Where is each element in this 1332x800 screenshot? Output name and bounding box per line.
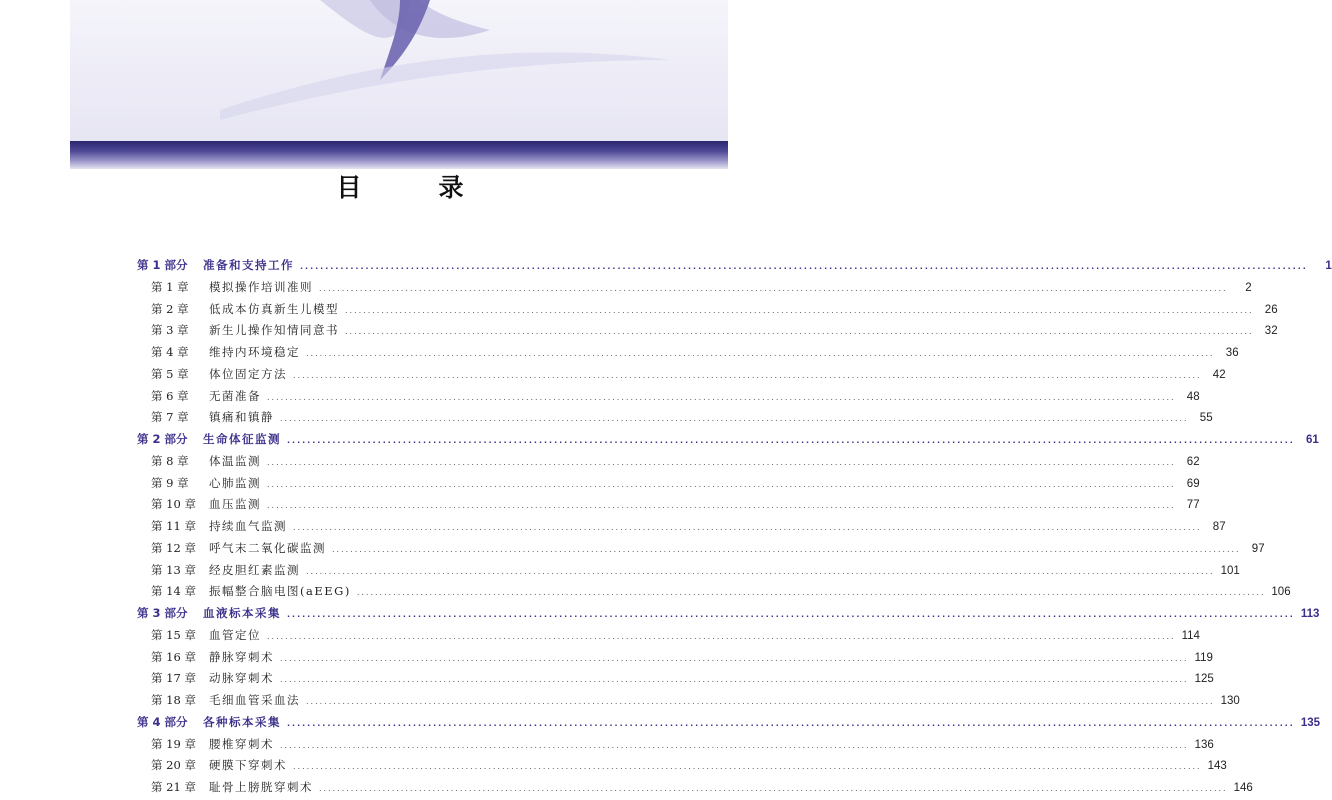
toc-chapter-row[interactable]: [137, 451, 1200, 473]
toc-leader-dots: ........................................................................................................................................................................................................: [267, 631, 1176, 641]
toc-page-number: 135: [1300, 716, 1320, 729]
toc-chapter-row[interactable]: [137, 473, 1200, 495]
toc-leader-dots: ........................................................................................................................................................................................................: [267, 392, 1176, 402]
toc-entry-title: 硬膜下穿刺术: [209, 758, 287, 773]
toc-page-number: 101: [1220, 564, 1240, 577]
toc-entry-title: 毛细血管采血法: [209, 693, 300, 707]
toc-leader-dots: ........................................................................................................................................................................................................: [356, 588, 1266, 598]
toc-chapter-row[interactable]: [137, 364, 1226, 386]
toc-entry-number: 第 1 部分: [137, 258, 188, 272]
toc-page-number: 61: [1306, 434, 1319, 446]
toc-entry-number: 第 16 章: [151, 649, 196, 664]
toc-leader-dots: ........................................................................................................................................................................................................: [319, 784, 1228, 793]
header-band: [70, 141, 728, 169]
toc-entry-number: 第 2 部分: [137, 432, 188, 446]
toc-page-number: 77: [1186, 499, 1200, 512]
toc-entry-title: 动脉穿刺术: [209, 671, 274, 686]
toc-leader-dots: ........................................................................................................................................................................................................: [293, 370, 1202, 380]
toc-page-number: 2: [1245, 281, 1252, 294]
toc-entry-title: 体位固定方法: [209, 366, 287, 381]
toc-page-number: 143: [1207, 760, 1227, 773]
toc-leader-dots: ........................................................................................................................................................................................................: [267, 479, 1176, 489]
toc-page-number: 106: [1271, 586, 1291, 599]
toc-entry-number: 第 6 章: [151, 388, 189, 403]
toc-leader-dots: ........................................................................................................................................................................................................: [306, 697, 1215, 706]
toc-entry-title: 体温监测: [209, 453, 261, 468]
toc-page-number: 136: [1194, 738, 1214, 751]
toc-leader-dots: ........................................................................................................................................................................................................: [280, 675, 1189, 685]
toc-entry-number: 第 13 章: [151, 562, 196, 577]
toc-entry-title: 新生儿操作知情同意书: [209, 323, 339, 338]
toc-entry-number: 第 9 章: [151, 475, 189, 490]
toc-chapter-row[interactable]: [137, 320, 1278, 342]
toc-part-row[interactable]: [137, 712, 1320, 734]
toc-entry-title: 各种标本采集: [203, 714, 281, 729]
toc-chapter-row[interactable]: [137, 734, 1214, 756]
toc-entry-number: 第 3 部分: [137, 606, 188, 620]
toc-entry-title: 血压监测: [209, 497, 261, 512]
toc-entry-number: 第 1 章: [151, 279, 189, 294]
toc-leader-dots: ........................................................................................................................................................................................................: [267, 501, 1176, 511]
toc-entry-title: 低成本仿真新生儿模型: [209, 301, 339, 316]
toc-entry-number: 第 10 章: [151, 497, 196, 512]
toc-page-number: 55: [1199, 412, 1213, 425]
toc-chapter-row[interactable]: [137, 299, 1278, 321]
table-of-contents: [137, 255, 1332, 799]
toc-entry-title: 生命体征监测: [203, 432, 281, 446]
toc-entry-title: 耻骨上膀胱穿刺术: [209, 780, 313, 794]
toc-page-number: 48: [1186, 390, 1200, 403]
toc-leader-dots: ........................................................................................................................................................................................................: [280, 653, 1189, 663]
toc-entry-title: 腰椎穿刺术: [209, 736, 274, 751]
toc-entry-number: 第 12 章: [151, 540, 196, 555]
toc-page-number: 62: [1186, 455, 1200, 468]
toc-entry-title: 准备和支持工作: [203, 258, 294, 272]
toc-entry-title: 血管定位: [209, 627, 261, 642]
toc-entry-title: 镇痛和镇静: [209, 410, 274, 425]
toc-chapter-row[interactable]: [137, 625, 1200, 647]
toc-leader-dots: ........................................................................................................................................................................................................: [267, 457, 1176, 467]
toc-page-number: 125: [1194, 673, 1214, 686]
toc-page-number: 114: [1181, 629, 1200, 642]
toc-entry-title: 血液标本采集: [203, 606, 281, 620]
toc-chapter-row[interactable]: [137, 516, 1226, 538]
toc-page-number: 36: [1225, 347, 1239, 359]
toc-leader-dots: ........................................................................................................................................................................................................: [300, 262, 1308, 271]
toc-entry-number: 第 5 章: [151, 366, 189, 381]
toc-leader-dots: ........................................................................................................................................................................................................: [319, 283, 1228, 293]
toc-leader-dots: ........................................................................................................................................................................................................: [306, 566, 1215, 576]
toc-page-number: 97: [1251, 542, 1265, 555]
toc-chapter-row[interactable]: [137, 386, 1200, 408]
page-title: 目 录: [336, 173, 490, 202]
toc-entry-number: 第 18 章: [151, 693, 196, 707]
toc-entry-title: 静脉穿刺术: [209, 649, 274, 664]
toc-leader-dots: ........................................................................................................................................................................................................: [345, 327, 1254, 337]
toc-entry-number: 第 21 章: [151, 780, 196, 794]
toc-entry-number: 第 4 章: [151, 345, 189, 359]
toc-page-number: 42: [1212, 368, 1226, 381]
toc-entry-number: 第 8 章: [151, 453, 189, 468]
toc-leader-dots: ........................................................................................................................................................................................................: [332, 544, 1241, 554]
toc-leader-dots: ........................................................................................................................................................................................................: [280, 740, 1189, 750]
toc-chapter-row[interactable]: [137, 581, 1291, 603]
toc-entry-number: 第 7 章: [151, 410, 189, 425]
toc-chapter-row[interactable]: [137, 690, 1240, 712]
toc-leader-dots: ........................................................................................................................................................................................................: [280, 414, 1189, 424]
toc-chapter-row[interactable]: [137, 407, 1213, 429]
header-banner: [70, 0, 728, 142]
toc-chapter-row[interactable]: [137, 560, 1240, 582]
toc-entry-title: 维持内环境稳定: [209, 345, 300, 359]
toc-leader-dots: ........................................................................................................................................................................................................: [287, 436, 1295, 445]
toc-entry-number: 第 19 章: [151, 736, 196, 751]
toc-entry-number: 第 17 章: [151, 671, 196, 686]
toc-chapter-row[interactable]: [137, 538, 1265, 560]
toc-part-row[interactable]: [137, 429, 1319, 451]
toc-entry-title: 经皮胆红素监测: [209, 562, 300, 577]
toc-entry-number: 第 3 章: [151, 323, 189, 338]
toc-leader-dots: ........................................................................................................................................................................................................: [293, 762, 1202, 772]
toc-leader-dots: ........................................................................................................................................................................................................: [306, 349, 1215, 358]
toc-chapter-row[interactable]: [137, 647, 1213, 669]
toc-page-number: 146: [1233, 782, 1253, 794]
toc-chapter-row[interactable]: [137, 277, 1252, 299]
toc-page-number: 119: [1194, 651, 1213, 664]
toc-page-number: 1: [1325, 260, 1332, 272]
toc-page-number: 69: [1186, 477, 1200, 490]
toc-chapter-row[interactable]: [137, 668, 1214, 690]
toc-page-number: 26: [1264, 303, 1278, 316]
toc-page-number: 113: [1300, 608, 1320, 620]
toc-entry-number: 第 11 章: [151, 519, 196, 533]
toc-entry-number: 第 15 章: [151, 627, 196, 642]
toc-page-number: 130: [1220, 695, 1240, 707]
toc-leader-dots: ........................................................................................................................................................................................................: [287, 718, 1295, 728]
toc-chapter-row[interactable]: [137, 755, 1227, 777]
toc-entry-title: 无菌准备: [209, 388, 261, 403]
toc-entry-number: 第 2 章: [151, 301, 189, 316]
toc-leader-dots: ........................................................................................................................................................................................................: [287, 610, 1295, 619]
toc-entry-title: 心肺监测: [209, 475, 261, 490]
toc-chapter-row[interactable]: [137, 342, 1239, 364]
toc-entry-title: 振幅整合脑电图(aEEG): [209, 584, 351, 599]
toc-page-number: 87: [1212, 521, 1226, 533]
toc-part-row[interactable]: [137, 255, 1332, 277]
toc-entry-title: 呼气末二氧化碳监测: [209, 540, 326, 555]
decorative-swoosh-graphic: [70, 0, 728, 142]
toc-entry-number: 第 14 章: [151, 584, 196, 599]
toc-entry-title: 持续血气监测: [209, 519, 287, 533]
toc-part-row[interactable]: [137, 603, 1320, 625]
toc-chapter-row[interactable]: [137, 777, 1253, 799]
toc-entry-number: 第 20 章: [151, 758, 196, 773]
toc-entry-title: 模拟操作培训准则: [209, 279, 313, 294]
toc-page-number: 32: [1264, 325, 1278, 338]
toc-entry-number: 第 4 部分: [137, 714, 188, 729]
toc-chapter-row[interactable]: [137, 494, 1200, 516]
toc-leader-dots: ........................................................................................................................................................................................................: [345, 305, 1254, 315]
toc-leader-dots: ........................................................................................................................................................................................................: [293, 523, 1202, 532]
